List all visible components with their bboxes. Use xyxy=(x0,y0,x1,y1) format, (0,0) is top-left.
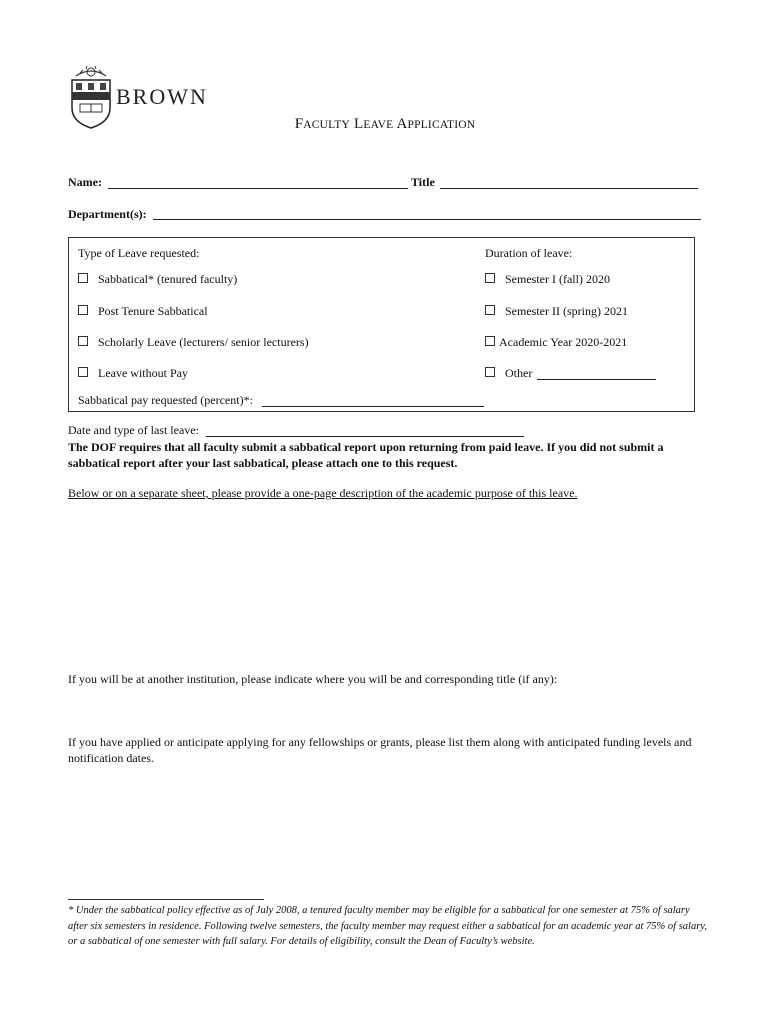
leave-option-sabbatical[interactable]: Sabbatical* (tenured faculty) xyxy=(78,272,237,287)
duration-option-academic-year[interactable]: Academic Year 2020-2021 xyxy=(485,335,627,350)
sabbatical-pay-field[interactable] xyxy=(262,406,484,407)
checkbox-icon[interactable] xyxy=(78,367,88,377)
form-title: FACULTY LEAVE APPLICATION xyxy=(294,116,476,132)
leave-option-without-pay[interactable]: Leave without Pay xyxy=(78,366,188,381)
title-field[interactable] xyxy=(440,188,698,189)
description-prompt: Below or on a separate sheet, please provide a one-page description of the academic purpose of this leave. xyxy=(68,486,578,500)
duration-option-fall[interactable]: Semester I (fall) 2020 xyxy=(485,272,610,287)
sabbatical-policy-footnote: * Under the sabbatical policy effective as of July 2008, a tenured faculty member may be eligible for a sabbatical for one semester at 75% of salary after six semesters in residence. Following twelve semesters, the faculty member may request either a sabbatical for an academic year at 75% of salary, or a sabbatical of one semester with full salary. For details of eligibility, consult the Dean of Faculty’s website. xyxy=(68,905,708,947)
checkbox-icon[interactable] xyxy=(78,336,88,346)
last-leave-field[interactable] xyxy=(206,436,524,437)
duration-option-other[interactable]: Other xyxy=(485,366,532,381)
last-leave-label: Date and type of last leave: xyxy=(68,423,199,437)
brand-name: BROWN xyxy=(116,84,208,109)
checkbox-icon[interactable] xyxy=(78,305,88,315)
dof-notice: The DOF requires that all faculty submit a sabbatical report upon returning from paid leave. If you did not submit a sabbatical report after your last sabbatical, please attach one to this request. xyxy=(68,440,664,470)
checkbox-icon[interactable] xyxy=(485,305,495,315)
duration-option-spring[interactable]: Semester II (spring) 2021 xyxy=(485,304,628,319)
leave-details-box xyxy=(68,237,695,412)
type-of-leave-heading: Type of Leave requested: xyxy=(78,246,200,260)
other-duration-field[interactable] xyxy=(537,379,656,380)
checkbox-icon[interactable] xyxy=(485,273,495,283)
title-label: Title xyxy=(411,175,435,189)
leave-option-scholarly[interactable]: Scholarly Leave (lecturers/ senior lecturers) xyxy=(78,335,309,350)
fellowship-prompt: If you have applied or anticipate applying for any fellowships or grants, please list them along with anticipated funding levels and notification dates. xyxy=(68,735,692,765)
institution-prompt: If you will be at another institution, please indicate where you will be and corresponding title (if any): xyxy=(68,672,558,686)
department-field[interactable] xyxy=(153,219,701,220)
leave-option-post-tenure[interactable]: Post Tenure Sabbatical xyxy=(78,304,208,319)
checkbox-icon[interactable] xyxy=(78,273,88,283)
checkbox-icon[interactable] xyxy=(485,367,495,377)
checkbox-icon[interactable] xyxy=(485,336,495,346)
footnote-divider xyxy=(68,899,264,900)
department-label: Department(s): xyxy=(68,207,147,221)
duration-heading: Duration of leave: xyxy=(485,246,573,260)
sabbatical-pay-label: Sabbatical pay requested (percent)*: xyxy=(78,393,253,407)
name-field[interactable] xyxy=(108,188,408,189)
name-label: Name: xyxy=(68,175,102,189)
